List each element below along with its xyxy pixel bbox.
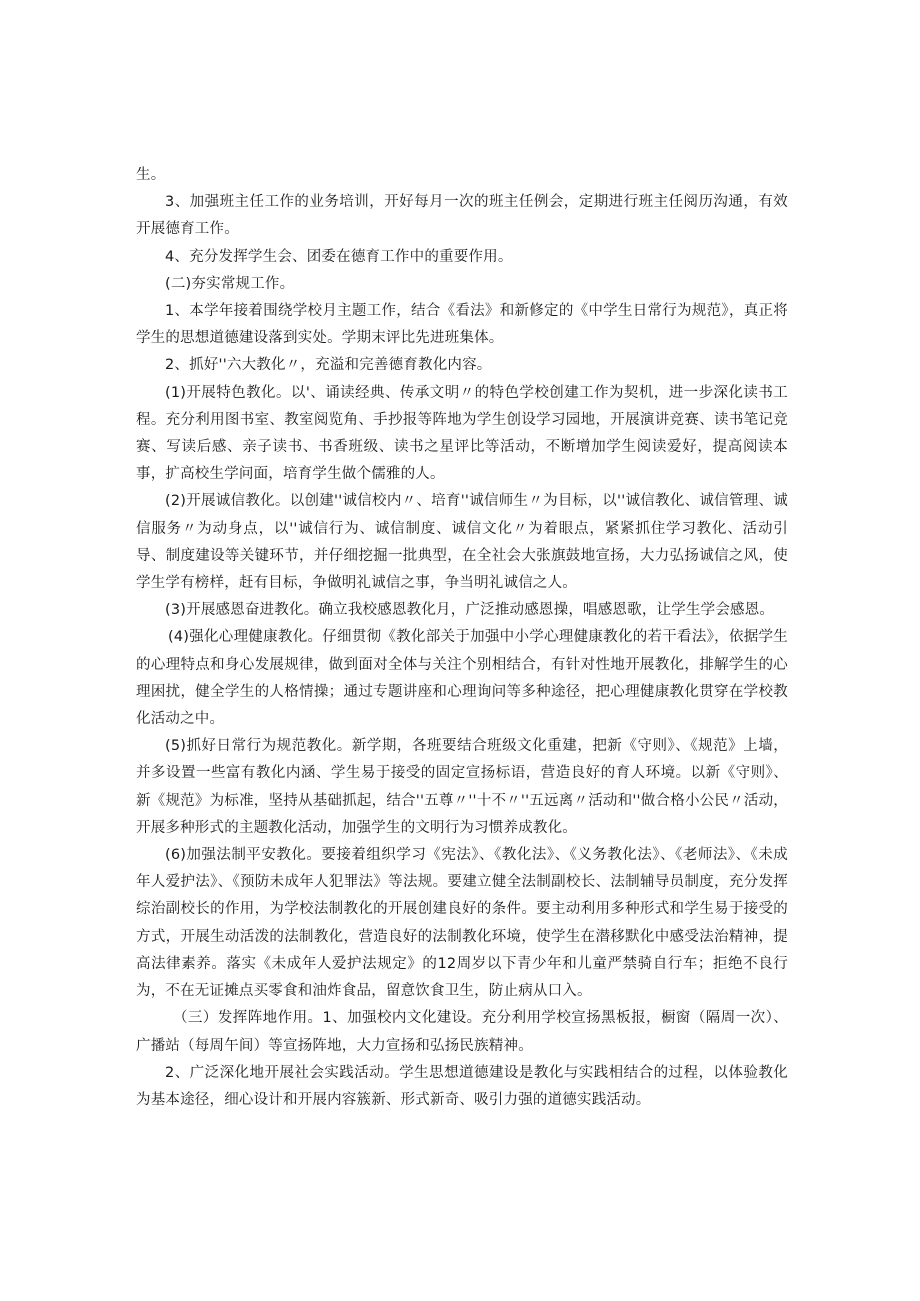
paragraph-item-2b: 2、广泛深化地开展社会实践活动。学生思想道德建设是教化与实践相结合的过程，以体验教化为基本途径，细心设计和开展内容簇新、形式新奇、吸引力强的道德实践活动。 (136, 1064, 788, 1108)
paragraph-sub-5: (5)抓好日常行为规范教化。新学期，各班要结合班级文化重建，把新《守则》、《规范》上墙，并多设置一些富有教化内涵、学生易于接受的固定宣扬标语，营造良好的育人环境。以新《守则》、新《规范》为标准，坚持从基础抓起，结合''五尊〃''十不〃''五远离〃活动和''做合格小公民〃活动，开展多种形式的主题教化活动，加强学生的文明行为习惯养成教化。 (136, 738, 788, 836)
section-heading-2: (二)夯实常规工作。 (165, 275, 295, 292)
paragraph-item-4: 4、充分发挥学生会、团委在德育工作中的重要作用。 (165, 248, 513, 265)
paragraph-sub-4: (4)强化心理健康教化。仔细贯彻《教化部关于加强中小学心理健康教化的若干看法》，依据学生的心理特点和身心发展规律，做到面对全体与关注个别相结合，有针对性地开展教化，排解学生的心理困扰，健全学生的人格情操；通过专题讲座和心理询问等多种途径，把心理健康教化贯穿在学校教化活动之中。 (136, 629, 788, 728)
paragraph-item-3: 3、加强班主任工作的业务培训，开好每月一次的班主任例会，定期进行班主任阅历沟通，有效开展德育工作。 (136, 194, 788, 238)
paragraph-continuation: 生。 (136, 167, 166, 183)
section-heading-3: （三）发挥阵地作用。1、加强校内文化建设。充分利用学校宣扬黑板报，橱窗（隔周一次）、广播站（每周午间）等宣扬阵地，大力宣扬和弘扬民族精神。 (136, 1010, 788, 1054)
paragraph-sub-6: (6)加强法制平安教化。要接着组织学习《宪法》、《教化法》、《义务教化法》、《老师法》、《未成年人爱护法》、《预防未成年人犯罪法》等法规。要建立健全法制副校长、法制辅导员制度，充分发挥综治副校长的作用，为学校法制教化的开展创建良好的条件。要主动利用多种形式和学生易于接受的方式，开展生动活泼的法制教化，营造良好的法制教化环境，使学生在潜移默化中感受法治精神，提高法律素养。落实《未成年人爱护法规定》的12周岁以下青少年和儿童严禁骑自行车；拒绝不良行为，不在无证摊点买零食和油炸食品，留意饮食卫生，防止病从口入。 (136, 847, 788, 1000)
paragraph-item-1: 1、本学年接着围绕学校月主题工作，结合《看法》和新修定的《中学生日常行为规范》，真正将学生的思想道德建设落到实处。学期末评比先进班集体。 (136, 303, 788, 347)
paragraph-sub-1: (1)开展特色教化。以'、诵读经典、传承文明〃的特色学校创建工作为契机，进一步深化读书工程。充分利用图书室、教室阅览角、手抄报等阵地为学生创设学习园地，开展演讲竞赛、读书笔记竞赛、写读后感、亲子读书、书香班级、读书之星评比等活动，不断增加学生阅读爱好，提高阅读本事，扩高校生学问面，培育学生做个儒雅的人。 (136, 384, 788, 483)
paragraph-sub-2: (2)开展诚信教化。以创建''诚信校内〃、培育''诚信师生〃为目标，以''诚信教化、诚信管理、诚信服务〃为动身点，以''诚信行为、诚信制度、诚信文化〃为着眼点，紧紧抓住学习教化、活动引导、制度建设等关键环节，并仔细挖掘一批典型，在全社会大张旗鼓地宣扬，大力弘扬诚信之风，使学生学有榜样，赶有目标，争做明礼诚信之事，争当明礼诚信之人。 (136, 493, 788, 592)
paragraph-item-2: 2、抓好''六大教化〃，充溢和完善德育教化内容。 (165, 357, 492, 374)
document-body (136, 162, 788, 1114)
paragraph-sub-3: (3)开展感恩奋进教化。确立我校感恩教化月，广泛推动感恩操，唱感恩歌，让学生学会感恩。 (165, 602, 775, 619)
